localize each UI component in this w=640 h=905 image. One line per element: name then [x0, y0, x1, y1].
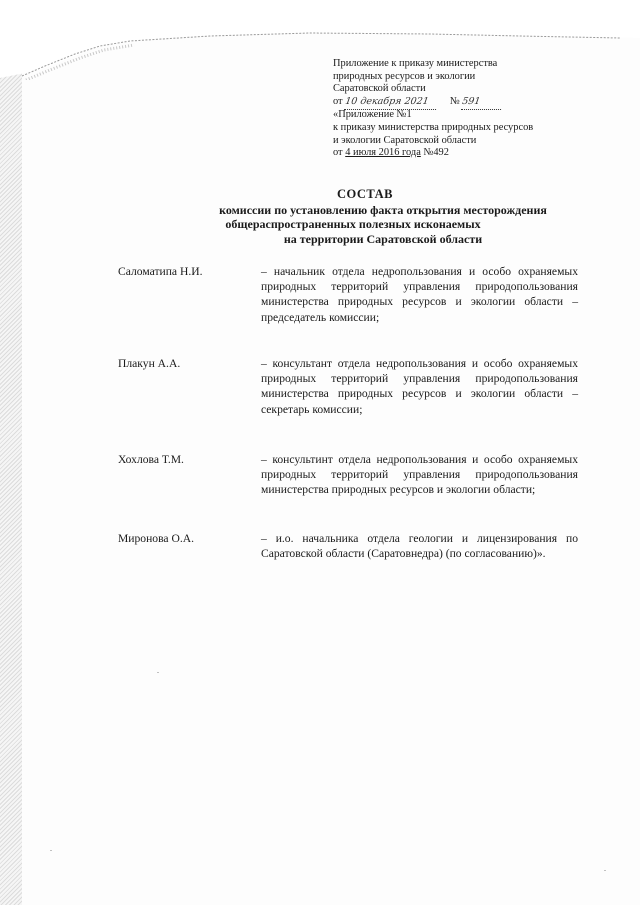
appendix-line-2: природных ресурсов и экологии	[333, 70, 476, 82]
member-role: – консультинт отдела недропользования и особо охраняемых природных территорий управления природопользования министерства природных ресурсов и экологии области;	[261, 453, 578, 497]
date-prefix: от	[333, 95, 343, 107]
member-name: Хохлова Т.М.	[118, 453, 184, 466]
scan-speck	[604, 870, 606, 871]
handwritten-number: 591	[461, 96, 503, 110]
member-name: Миронова О.А.	[118, 532, 195, 545]
member-role: – и.о. начальника отдела геологии и лицензирования по Саратовской области (Саратовнедра) (по согласованию)».	[261, 532, 578, 561]
member-role: – консультант отдела недропользования и особо охраняемых природных территорий управления природопользования министерства природных ресурсов и экологии области – секретарь комиссии;	[261, 357, 578, 416]
title-heading: СОСТАВ	[336, 187, 393, 201]
appendix-date-line	[333, 96, 603, 110]
scan-shadow-left	[0, 40, 22, 905]
reference-line-2: к приказу министерства природных ресурсов	[333, 121, 534, 133]
scan-speck	[157, 672, 159, 673]
title-line-2: комиссии по установлению факта открытия месторождения	[219, 202, 547, 217]
handwritten-date: 10 декабря 2021	[344, 96, 438, 110]
number-prefix: №	[449, 95, 460, 107]
reference-line-1: «Приложение №1	[333, 109, 412, 121]
title-line-4: на территории Саратовской области	[283, 231, 483, 246]
member-name: Саломатипа Н.И.	[118, 265, 203, 278]
reference-date-prefix: от	[333, 147, 343, 159]
member-name: Плакун А.А.	[118, 357, 181, 370]
appendix-line-1: Приложение к приказу министерства	[333, 58, 498, 69]
scan-speck	[50, 850, 52, 851]
reference-number: №492	[423, 147, 449, 159]
title-line-3: общераспространенных полезных исконаемых	[225, 217, 481, 232]
appendix-line-3: Саратовской области	[333, 83, 426, 95]
appendix-header	[333, 58, 603, 160]
member-role: – начальник отдела недропользования и особо охраняемых природных территорий управления природопользования министерства природных ресурсов и экологии области – председатель комиссии;	[261, 265, 578, 324]
document-title	[130, 187, 600, 246]
reference-line-3: и экологии Саратовской области	[333, 134, 477, 146]
reference-line-4	[333, 147, 603, 160]
reference-date: 4 июля 2016 года	[345, 147, 421, 159]
